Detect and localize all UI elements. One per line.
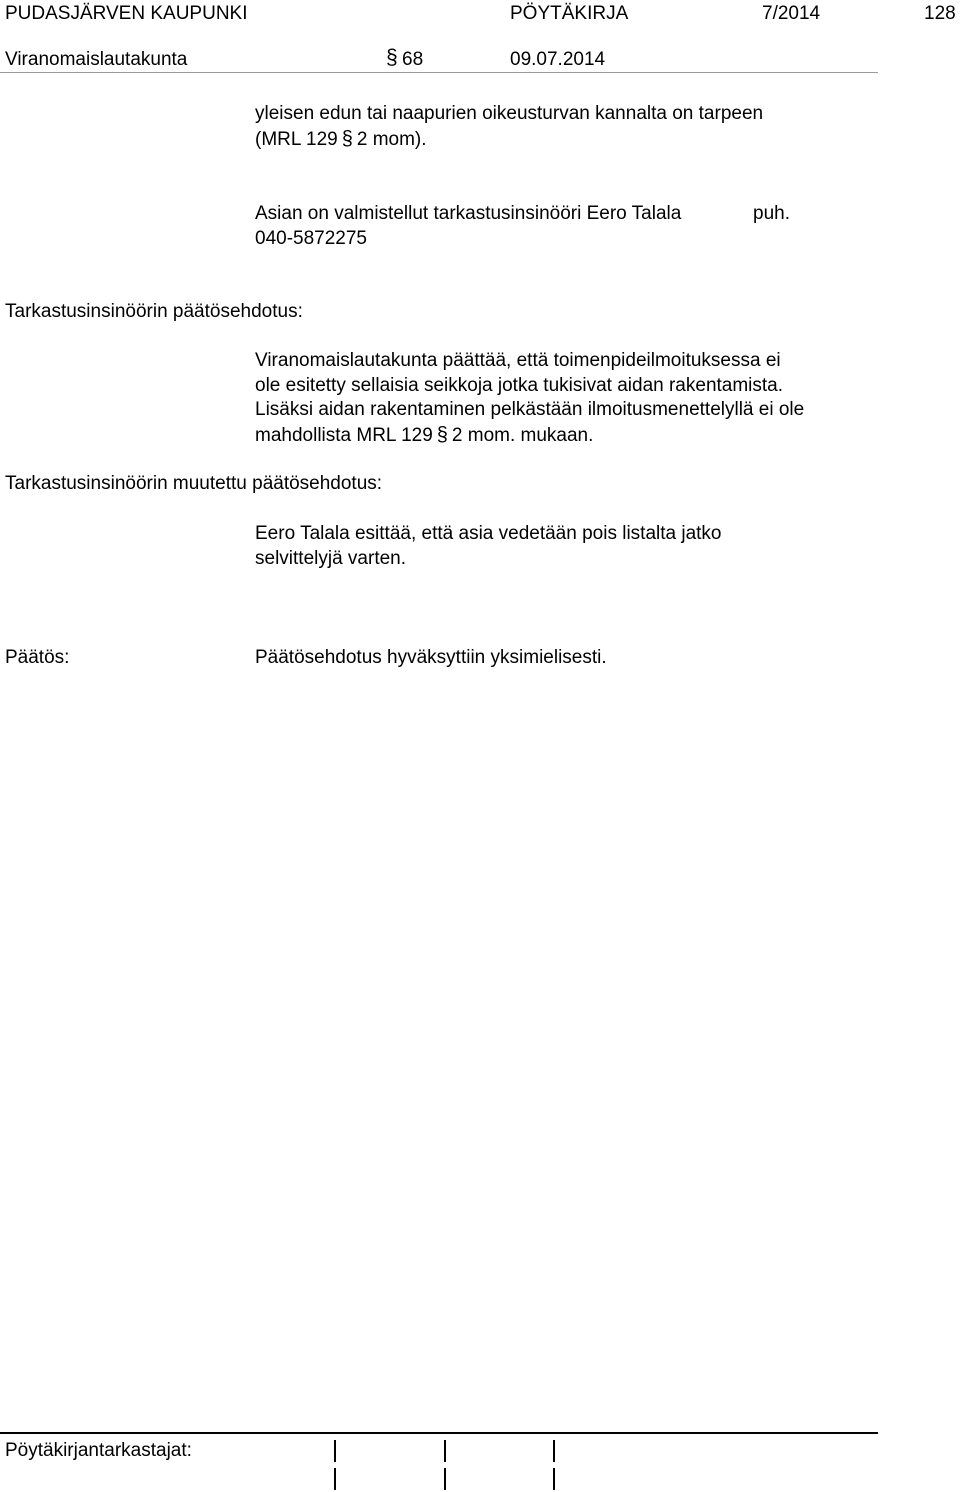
modified-line-1: Eero Talala esittää, että asia vedetään pois listalta jatko xyxy=(255,523,722,544)
signature-separator xyxy=(553,1468,555,1490)
proposal-line-2: ole esitetty sellaisia seikkoja jotka tukisivat aidan rakentamista. xyxy=(255,374,784,396)
preparer-line-1 xyxy=(255,202,795,227)
section-symbol: § xyxy=(341,127,353,150)
proposal-line-4 xyxy=(255,423,804,449)
intro-paragraph xyxy=(255,102,763,152)
section-symbol: § xyxy=(436,423,448,446)
page-number: 128 xyxy=(924,3,956,24)
meeting-date: 09.07.2014 xyxy=(510,49,606,70)
reviewers-label: Pöytäkirjantarkastajat: xyxy=(5,1440,192,1461)
preparer-phone-label: puh. xyxy=(753,203,790,224)
issue-number: 7/2014 xyxy=(762,3,821,24)
signature-separator xyxy=(334,1468,336,1490)
preparer-text: Asian on valmistellut tarkastusinsinööri Eero Talala xyxy=(255,203,682,224)
footer-divider xyxy=(0,1432,878,1434)
section-symbol: § xyxy=(386,46,398,69)
preparer-phone: 040-5872275 xyxy=(255,227,367,249)
intro-moment: 2 mom). xyxy=(356,128,427,150)
proposal-label: Tarkastusinsinöörin päätösehdotus: xyxy=(5,301,303,322)
modified-proposal-label: Tarkastusinsinöörin muutettu päätösehdotus: xyxy=(5,473,383,494)
decision-label: Päätös: xyxy=(5,647,70,668)
section-number: 68 xyxy=(402,49,424,70)
signature-separator xyxy=(444,1440,446,1462)
proposal-line-1: Viranomaislautakunta päättää, että toimenpideilmoituksessa ei xyxy=(255,350,781,371)
proposal-mrl-ref: mahdollista MRL 129 xyxy=(255,424,433,446)
modified-line-2: selvittelyjä varten. xyxy=(255,547,407,569)
preparer-paragraph xyxy=(255,202,795,251)
proposal-line-3: Lisäksi aidan rakentaminen pelkästään ilmoitusmenettelyllä ei ole xyxy=(255,399,805,420)
intro-line-1: yleisen edun tai naapurien oikeusturvan kannalta on tarpeen xyxy=(255,103,764,124)
proposal-paragraph xyxy=(255,349,804,448)
document-type: PÖYTÄKIRJA xyxy=(510,3,629,24)
decision-text: Päätösehdotus hyväksyttiin yksimielisesti. xyxy=(255,647,607,668)
header-divider xyxy=(0,72,878,73)
organization-name: PUDASJÄRVEN KAUPUNKI xyxy=(5,3,248,24)
intro-mrl-ref: (MRL 129 xyxy=(255,128,338,150)
signature-separator xyxy=(334,1440,336,1462)
signature-separator xyxy=(553,1440,555,1462)
board-name: Viranomaislautakunta xyxy=(5,49,188,70)
signature-separator xyxy=(444,1468,446,1490)
proposal-moment: 2 mom. mukaan. xyxy=(451,424,594,446)
intro-line-2 xyxy=(255,127,763,153)
modified-proposal-paragraph xyxy=(255,522,722,571)
